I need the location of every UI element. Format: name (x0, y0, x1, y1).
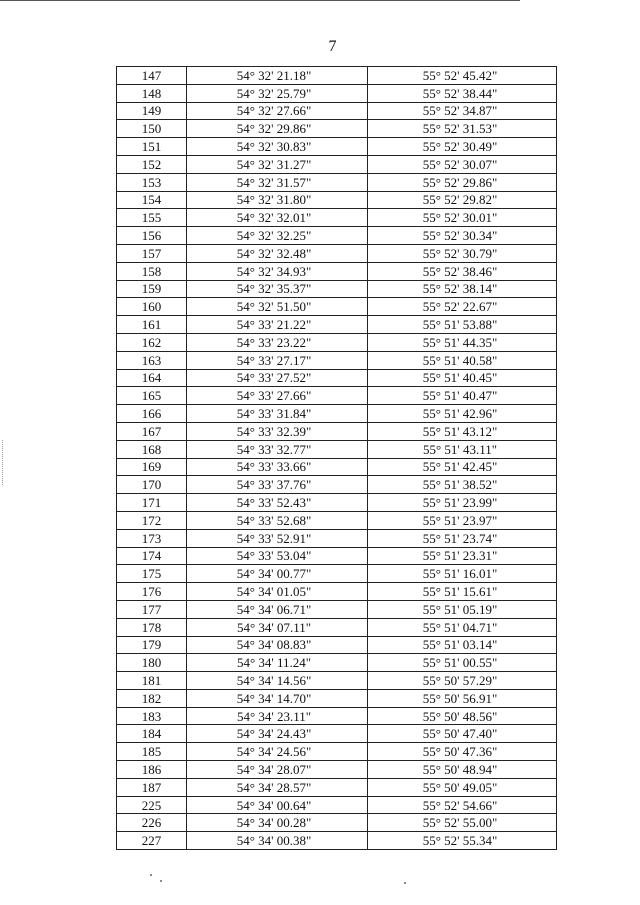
latitude-cell: 54° 34' 24.56" (187, 743, 368, 761)
latitude-cell: 54° 34' 07.11" (187, 618, 368, 636)
point-number-cell: 176 (117, 583, 187, 601)
latitude-cell: 54° 34' 23.11" (187, 707, 368, 725)
longitude-cell: 55° 52' 30.79" (368, 244, 557, 262)
table-row (117, 529, 557, 547)
point-number-cell: 183 (117, 707, 187, 725)
longitude-cell: 55° 51' 23.99" (368, 494, 557, 512)
longitude-cell: 55° 51' 23.74" (368, 529, 557, 547)
longitude-cell: 55° 51' 53.88" (368, 316, 557, 334)
table-row (117, 476, 557, 494)
longitude-cell: 55° 50' 49.05" (368, 778, 557, 796)
point-number-cell: 172 (117, 511, 187, 529)
point-number-cell: 163 (117, 351, 187, 369)
latitude-cell: 54° 34' 00.38" (187, 832, 368, 850)
table-row (117, 67, 557, 85)
point-number-cell: 168 (117, 440, 187, 458)
point-number-cell: 148 (117, 84, 187, 102)
longitude-cell: 55° 51' 43.12" (368, 422, 557, 440)
point-number-cell: 227 (117, 832, 187, 850)
table-row (117, 600, 557, 618)
point-number-cell: 155 (117, 209, 187, 227)
longitude-cell: 55° 52' 45.42" (368, 67, 557, 85)
longitude-cell: 55° 52' 30.01" (368, 209, 557, 227)
latitude-cell: 54° 33' 31.84" (187, 405, 368, 423)
point-number-cell: 185 (117, 743, 187, 761)
latitude-cell: 54° 34' 11.24" (187, 654, 368, 672)
latitude-cell: 54° 32' 27.66" (187, 102, 368, 120)
table-row (117, 351, 557, 369)
table-row (117, 102, 557, 120)
longitude-cell: 55° 51' 40.58" (368, 351, 557, 369)
table-row (117, 565, 557, 583)
longitude-cell: 55° 51' 04.71" (368, 618, 557, 636)
longitude-cell: 55° 50' 48.94" (368, 761, 557, 779)
point-number-cell: 175 (117, 565, 187, 583)
longitude-cell: 55° 52' 38.46" (368, 262, 557, 280)
longitude-cell: 55° 51' 44.35" (368, 333, 557, 351)
longitude-cell: 55° 52' 30.34" (368, 227, 557, 245)
table-row (117, 84, 557, 102)
latitude-cell: 54° 32' 25.79" (187, 84, 368, 102)
table-row (117, 333, 557, 351)
point-number-cell: 152 (117, 155, 187, 173)
latitude-cell: 54° 32' 29.86" (187, 120, 368, 138)
table-row (117, 618, 557, 636)
latitude-cell: 54° 32' 31.80" (187, 191, 368, 209)
latitude-cell: 54° 34' 28.07" (187, 761, 368, 779)
latitude-cell: 54° 34' 14.70" (187, 689, 368, 707)
table-row (117, 298, 557, 316)
latitude-cell: 54° 34' 00.64" (187, 796, 368, 814)
longitude-cell: 55° 51' 23.97" (368, 511, 557, 529)
longitude-cell: 55° 52' 31.53" (368, 120, 557, 138)
point-number-cell: 226 (117, 814, 187, 832)
table-row (117, 547, 557, 565)
longitude-cell: 55° 50' 47.36" (368, 743, 557, 761)
latitude-cell: 54° 32' 31.57" (187, 173, 368, 191)
latitude-cell: 54° 33' 23.22" (187, 333, 368, 351)
table-row (117, 191, 557, 209)
latitude-cell: 54° 33' 21.22" (187, 316, 368, 334)
table-row (117, 405, 557, 423)
point-number-cell: 167 (117, 422, 187, 440)
longitude-cell: 55° 51' 15.61" (368, 583, 557, 601)
longitude-cell: 55° 51' 40.47" (368, 387, 557, 405)
point-number-cell: 184 (117, 725, 187, 743)
longitude-cell: 55° 51' 00.55" (368, 654, 557, 672)
table-row (117, 155, 557, 173)
latitude-cell: 54° 32' 34.93" (187, 262, 368, 280)
table-row (117, 280, 557, 298)
table-row (117, 422, 557, 440)
longitude-cell: 55° 50' 56.91" (368, 689, 557, 707)
point-number-cell: 165 (117, 387, 187, 405)
coordinates-table-body (117, 67, 557, 850)
page-number: 7 (328, 38, 337, 55)
latitude-cell: 54° 33' 52.43" (187, 494, 368, 512)
latitude-cell: 54° 33' 52.91" (187, 529, 368, 547)
longitude-cell: 55° 51' 42.96" (368, 405, 557, 423)
table-row (117, 244, 557, 262)
longitude-cell: 55° 50' 47.40" (368, 725, 557, 743)
table-row (117, 262, 557, 280)
table-row (117, 120, 557, 138)
longitude-cell: 55° 52' 34.87" (368, 102, 557, 120)
latitude-cell: 54° 34' 00.28" (187, 814, 368, 832)
point-number-cell: 171 (117, 494, 187, 512)
latitude-cell: 54° 33' 32.77" (187, 440, 368, 458)
point-number-cell: 147 (117, 67, 187, 85)
longitude-cell: 55° 51' 42.45" (368, 458, 557, 476)
latitude-cell: 54° 33' 27.66" (187, 387, 368, 405)
point-number-cell: 177 (117, 600, 187, 618)
point-number-cell: 162 (117, 333, 187, 351)
point-number-cell: 150 (117, 120, 187, 138)
point-number-cell: 180 (117, 654, 187, 672)
longitude-cell: 55° 52' 30.07" (368, 155, 557, 173)
longitude-cell: 55° 52' 55.00" (368, 814, 557, 832)
table-row (117, 778, 557, 796)
table-row (117, 654, 557, 672)
latitude-cell: 54° 33' 52.68" (187, 511, 368, 529)
latitude-cell: 54° 32' 31.27" (187, 155, 368, 173)
table-row (117, 511, 557, 529)
latitude-cell: 54° 34' 24.43" (187, 725, 368, 743)
point-number-cell: 170 (117, 476, 187, 494)
latitude-cell: 54° 33' 27.17" (187, 351, 368, 369)
longitude-cell: 55° 52' 54.66" (368, 796, 557, 814)
point-number-cell: 149 (117, 102, 187, 120)
longitude-cell: 55° 51' 23.31" (368, 547, 557, 565)
table-row (117, 458, 557, 476)
longitude-cell: 55° 52' 22.67" (368, 298, 557, 316)
point-number-cell: 159 (117, 280, 187, 298)
longitude-cell: 55° 51' 43.11" (368, 440, 557, 458)
point-number-cell: 186 (117, 761, 187, 779)
point-number-cell: 160 (117, 298, 187, 316)
latitude-cell: 54° 32' 51.50" (187, 298, 368, 316)
latitude-cell: 54° 34' 28.57" (187, 778, 368, 796)
longitude-cell: 55° 50' 48.56" (368, 707, 557, 725)
scan-speck (160, 880, 162, 882)
table-row (117, 209, 557, 227)
point-number-cell: 161 (117, 316, 187, 334)
table-row (117, 832, 557, 850)
point-number-cell: 182 (117, 689, 187, 707)
longitude-cell: 55° 51' 38.52" (368, 476, 557, 494)
latitude-cell: 54° 34' 01.05" (187, 583, 368, 601)
longitude-cell: 55° 52' 30.49" (368, 138, 557, 156)
scan-speck (150, 874, 152, 876)
longitude-cell: 55° 52' 29.82" (368, 191, 557, 209)
margin-dots (2, 440, 4, 485)
longitude-cell: 55° 52' 38.44" (368, 84, 557, 102)
point-number-cell: 154 (117, 191, 187, 209)
table-row (117, 173, 557, 191)
point-number-cell: 164 (117, 369, 187, 387)
table-row (117, 743, 557, 761)
table-row (117, 138, 557, 156)
table-row (117, 672, 557, 690)
top-rule (0, 0, 520, 1)
point-number-cell: 174 (117, 547, 187, 565)
point-number-cell: 158 (117, 262, 187, 280)
scan-speck (404, 882, 406, 884)
latitude-cell: 54° 33' 33.66" (187, 458, 368, 476)
point-number-cell: 181 (117, 672, 187, 690)
table-row (117, 707, 557, 725)
point-number-cell: 166 (117, 405, 187, 423)
table-row (117, 494, 557, 512)
latitude-cell: 54° 33' 53.04" (187, 547, 368, 565)
latitude-cell: 54° 32' 35.37" (187, 280, 368, 298)
latitude-cell: 54° 32' 21.18" (187, 67, 368, 85)
latitude-cell: 54° 34' 08.83" (187, 636, 368, 654)
point-number-cell: 156 (117, 227, 187, 245)
table-row (117, 227, 557, 245)
latitude-cell: 54° 33' 27.52" (187, 369, 368, 387)
latitude-cell: 54° 32' 32.25" (187, 227, 368, 245)
point-number-cell: 151 (117, 138, 187, 156)
longitude-cell: 55° 52' 55.34" (368, 832, 557, 850)
table-row (117, 725, 557, 743)
table-row (117, 369, 557, 387)
point-number-cell: 225 (117, 796, 187, 814)
latitude-cell: 54° 32' 32.01" (187, 209, 368, 227)
table-row (117, 796, 557, 814)
latitude-cell: 54° 32' 32.48" (187, 244, 368, 262)
coordinates-table (116, 66, 557, 850)
table-row (117, 636, 557, 654)
table-row (117, 761, 557, 779)
latitude-cell: 54° 32' 30.83" (187, 138, 368, 156)
longitude-cell: 55° 52' 29.86" (368, 173, 557, 191)
latitude-cell: 54° 34' 00.77" (187, 565, 368, 583)
latitude-cell: 54° 34' 14.56" (187, 672, 368, 690)
table-row (117, 583, 557, 601)
table-row (117, 316, 557, 334)
point-number-cell: 157 (117, 244, 187, 262)
table-row (117, 814, 557, 832)
table-row (117, 440, 557, 458)
point-number-cell: 169 (117, 458, 187, 476)
longitude-cell: 55° 51' 05.19" (368, 600, 557, 618)
longitude-cell: 55° 51' 40.45" (368, 369, 557, 387)
point-number-cell: 187 (117, 778, 187, 796)
point-number-cell: 153 (117, 173, 187, 191)
longitude-cell: 55° 51' 16.01" (368, 565, 557, 583)
point-number-cell: 178 (117, 618, 187, 636)
longitude-cell: 55° 50' 57.29" (368, 672, 557, 690)
longitude-cell: 55° 52' 38.14" (368, 280, 557, 298)
table-row (117, 387, 557, 405)
latitude-cell: 54° 33' 32.39" (187, 422, 368, 440)
latitude-cell: 54° 33' 37.76" (187, 476, 368, 494)
table-row (117, 689, 557, 707)
point-number-cell: 173 (117, 529, 187, 547)
longitude-cell: 55° 51' 03.14" (368, 636, 557, 654)
point-number-cell: 179 (117, 636, 187, 654)
latitude-cell: 54° 34' 06.71" (187, 600, 368, 618)
